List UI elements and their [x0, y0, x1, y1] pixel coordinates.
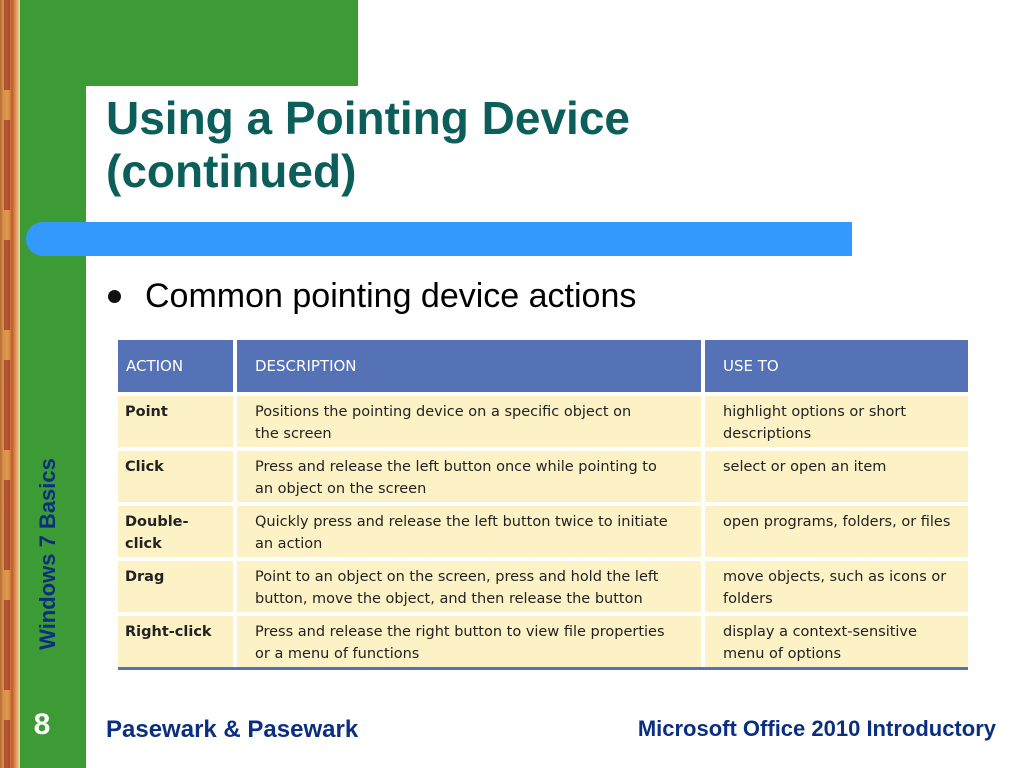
bullet-dot-icon: [108, 290, 121, 303]
use-line: select or open an item: [723, 459, 887, 475]
description-cell: [237, 396, 701, 447]
use-cell: [705, 451, 968, 502]
table-row: [118, 451, 968, 502]
description-line: the screen: [255, 426, 332, 442]
header-description: DESCRIPTION: [237, 340, 701, 392]
use-line: open programs, folders, or files: [723, 514, 951, 530]
action-cell: [118, 451, 233, 502]
table-row: [118, 506, 968, 557]
use-line: menu of options: [723, 646, 842, 662]
description-line: an object on the screen: [255, 481, 427, 497]
table-row: [118, 561, 968, 612]
action-line: Right-click: [125, 624, 212, 640]
table-header-row: [118, 340, 968, 392]
table-bottom-rule: [118, 667, 968, 670]
vertical-section-label: [28, 430, 68, 678]
action-line: Double-: [125, 514, 189, 530]
use-cell: [705, 616, 968, 667]
description-line: or a menu of functions: [255, 646, 420, 662]
action-cell: [118, 396, 233, 447]
description-line: Press and release the left button once while pointing to: [255, 459, 657, 475]
description-line: Quickly press and release the left button twice to initiate: [255, 514, 668, 530]
description-line: Point to an object on the screen, press and hold the left: [255, 569, 659, 585]
decorative-image-strip: [0, 0, 20, 768]
slide-title-line-1: Using a Pointing Device: [106, 92, 630, 144]
description-line: an action: [255, 536, 323, 552]
use-cell: [705, 561, 968, 612]
use-cell: [705, 396, 968, 447]
description-line: Positions the pointing device on a specific object on: [255, 404, 632, 420]
use-line: display a context-sensitive: [723, 624, 917, 640]
action-cell: [118, 616, 233, 667]
description-cell: [237, 616, 701, 667]
use-line: folders: [723, 591, 773, 607]
action-cell: [118, 506, 233, 557]
description-line: Press and release the right button to view file properties: [255, 624, 665, 640]
description-line: button, move the object, and then release the button: [255, 591, 643, 607]
use-cell: [705, 506, 968, 557]
description-cell: [237, 561, 701, 612]
action-line: Click: [125, 459, 164, 475]
header-use-to: USE TO: [705, 340, 968, 392]
use-line: move objects, such as icons or: [723, 569, 947, 585]
slide-title: [106, 92, 866, 198]
bullet-text: Common pointing device actions: [145, 276, 637, 315]
action-line: click: [125, 536, 162, 552]
action-cell: [118, 561, 233, 612]
header-action: ACTION: [118, 340, 233, 392]
action-line: Drag: [125, 569, 165, 585]
table-row: [118, 616, 968, 667]
section-label-text: Windows 7 Basics: [35, 458, 60, 650]
title-underline-bar: [26, 222, 852, 256]
footer-author: Pasewark & Pasewark: [106, 716, 359, 743]
description-cell: [237, 506, 701, 557]
use-line: highlight options or short: [723, 404, 907, 420]
actions-table: [118, 340, 968, 670]
table-row: [118, 396, 968, 447]
use-line: descriptions: [723, 426, 812, 442]
green-top-block: [86, 0, 358, 86]
action-line: Point: [125, 404, 168, 420]
bullet-item: [106, 276, 636, 316]
slide-number: 8: [33, 708, 51, 741]
description-cell: [237, 451, 701, 502]
slide-title-line-2: (continued): [106, 145, 357, 197]
footer-book-title: Microsoft Office 2010 Introductory: [637, 716, 996, 741]
